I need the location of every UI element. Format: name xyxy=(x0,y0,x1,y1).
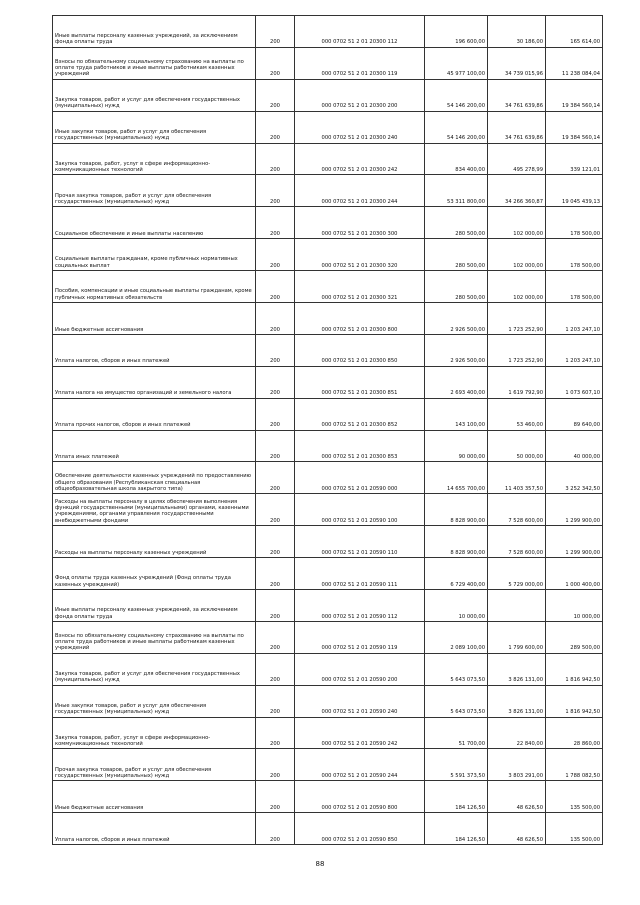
unexecuted-amount-cell: 289 500,00 xyxy=(546,621,603,653)
unexecuted-amount-cell: 1 816 942,50 xyxy=(546,685,603,717)
budget-classification-code-cell: 000 0702 51 2 01 20300 853 xyxy=(295,430,425,462)
executed-amount-cell: 102 000,00 xyxy=(488,239,546,271)
row-name-cell: Фонд оплаты труда казенных учреждений (Фонд оплаты труда казенных учреждений) xyxy=(53,558,256,590)
table-row xyxy=(53,366,603,398)
row-code-cell: 200 xyxy=(256,685,295,717)
budget-classification-code-cell: 000 0702 51 2 01 20300 852 xyxy=(295,398,425,430)
approved-amount-cell: 280 500,00 xyxy=(425,207,488,239)
approved-amount-cell: 10 000,00 xyxy=(425,590,488,622)
approved-amount-cell: 5 643 073,50 xyxy=(425,685,488,717)
row-name-cell: Прочая закупка товаров, работ и услуг для обеспечения государственных (муниципальных) нужд xyxy=(53,175,256,207)
unexecuted-amount-cell: 1 788 082,50 xyxy=(546,749,603,781)
row-name-cell: Пособия, компенсации и иные социальные выплаты гражданам, кроме публичных нормативных обязательств xyxy=(53,271,256,303)
table-row xyxy=(53,781,603,813)
executed-amount-cell: 7 528 600,00 xyxy=(488,526,546,558)
row-code-cell: 200 xyxy=(256,334,295,366)
row-code-cell: 200 xyxy=(256,366,295,398)
approved-amount-cell: 6 729 400,00 xyxy=(425,558,488,590)
executed-amount-cell: 48 626,50 xyxy=(488,781,546,813)
unexecuted-amount-cell: 135 500,00 xyxy=(546,813,603,845)
row-code-cell: 200 xyxy=(256,79,295,111)
approved-amount-cell: 90 000,00 xyxy=(425,430,488,462)
table-row xyxy=(53,111,603,143)
row-code-cell: 200 xyxy=(256,526,295,558)
approved-amount-cell: 54 146 200,00 xyxy=(425,79,488,111)
table-row xyxy=(53,590,603,622)
budget-classification-code-cell: 000 0702 51 2 01 20590 112 xyxy=(295,590,425,622)
row-code-cell: 200 xyxy=(256,16,295,48)
executed-amount-cell: 11 403 357,50 xyxy=(488,462,546,494)
unexecuted-amount-cell: 1 299 900,00 xyxy=(546,526,603,558)
executed-amount-cell xyxy=(488,590,546,622)
executed-amount-cell: 1 619 792,90 xyxy=(488,366,546,398)
unexecuted-amount-cell: 11 238 084,04 xyxy=(546,47,603,79)
row-name-cell: Уплата налога на имущество организаций и земельного налога xyxy=(53,366,256,398)
budget-classification-code-cell: 000 0702 51 2 01 20590 111 xyxy=(295,558,425,590)
approved-amount-cell: 184 126,50 xyxy=(425,813,488,845)
approved-amount-cell: 2 693 400,00 xyxy=(425,366,488,398)
table-row xyxy=(53,653,603,685)
table-row xyxy=(53,239,603,271)
row-name-cell: Закупка товаров, работ и услуг для обеспечения государственных (муниципальных) нужд xyxy=(53,79,256,111)
table-row xyxy=(53,813,603,845)
table-row xyxy=(53,398,603,430)
table-row xyxy=(53,175,603,207)
row-code-cell: 200 xyxy=(256,558,295,590)
executed-amount-cell: 1 723 252,90 xyxy=(488,303,546,335)
table-row xyxy=(53,334,603,366)
budget-classification-code-cell: 000 0702 51 2 01 20300 300 xyxy=(295,207,425,239)
row-code-cell: 200 xyxy=(256,717,295,749)
table-body xyxy=(53,16,603,845)
unexecuted-amount-cell: 1 299 900,00 xyxy=(546,494,603,526)
row-code-cell: 200 xyxy=(256,590,295,622)
executed-amount-cell: 5 729 000,00 xyxy=(488,558,546,590)
unexecuted-amount-cell: 165 614,00 xyxy=(546,16,603,48)
executed-amount-cell: 30 186,00 xyxy=(488,16,546,48)
row-code-cell: 200 xyxy=(256,462,295,494)
unexecuted-amount-cell: 3 252 342,50 xyxy=(546,462,603,494)
approved-amount-cell: 143 100,00 xyxy=(425,398,488,430)
approved-amount-cell: 2 089 100,00 xyxy=(425,621,488,653)
table-row xyxy=(53,494,603,526)
budget-classification-code-cell: 000 0702 51 2 01 20590 242 xyxy=(295,717,425,749)
executed-amount-cell: 34 761 639,86 xyxy=(488,111,546,143)
approved-amount-cell: 5 643 073,50 xyxy=(425,653,488,685)
row-code-cell: 200 xyxy=(256,239,295,271)
row-name-cell: Социальные выплаты гражданам, кроме публичных нормативных социальных выплат xyxy=(53,239,256,271)
budget-classification-code-cell: 000 0702 51 2 01 20300 850 xyxy=(295,334,425,366)
executed-amount-cell: 1 723 252,90 xyxy=(488,334,546,366)
unexecuted-amount-cell: 19 384 560,14 xyxy=(546,79,603,111)
row-name-cell: Закупка товаров, работ, услуг в сфере информационно-коммуникационных технологий xyxy=(53,717,256,749)
table-row xyxy=(53,462,603,494)
unexecuted-amount-cell: 1 000 400,00 xyxy=(546,558,603,590)
approved-amount-cell: 54 146 200,00 xyxy=(425,111,488,143)
row-name-cell: Иные выплаты персоналу казенных учреждений, за исключением фонда оплаты труда xyxy=(53,590,256,622)
executed-amount-cell: 102 000,00 xyxy=(488,207,546,239)
executed-amount-cell: 22 840,00 xyxy=(488,717,546,749)
approved-amount-cell: 834 400,00 xyxy=(425,143,488,175)
approved-amount-cell: 280 500,00 xyxy=(425,239,488,271)
unexecuted-amount-cell: 178 500,00 xyxy=(546,207,603,239)
budget-classification-code-cell: 000 0702 51 2 01 20300 321 xyxy=(295,271,425,303)
unexecuted-amount-cell: 178 500,00 xyxy=(546,271,603,303)
budget-classification-code-cell: 000 0702 51 2 01 20590 200 xyxy=(295,653,425,685)
executed-amount-cell: 48 626,50 xyxy=(488,813,546,845)
row-code-cell: 200 xyxy=(256,207,295,239)
budget-classification-code-cell: 000 0702 51 2 01 20300 800 xyxy=(295,303,425,335)
executed-amount-cell: 34 266 360,87 xyxy=(488,175,546,207)
budget-classification-code-cell: 000 0702 51 2 01 20590 110 xyxy=(295,526,425,558)
unexecuted-amount-cell: 135 500,00 xyxy=(546,781,603,813)
approved-amount-cell: 45 977 100,00 xyxy=(425,47,488,79)
executed-amount-cell: 3 826 131,00 xyxy=(488,685,546,717)
approved-amount-cell: 280 500,00 xyxy=(425,271,488,303)
row-name-cell: Закупка товаров, работ и услуг для обеспечения государственных (муниципальных) нужд xyxy=(53,653,256,685)
unexecuted-amount-cell: 89 640,00 xyxy=(546,398,603,430)
row-code-cell: 200 xyxy=(256,271,295,303)
budget-classification-code-cell: 000 0702 51 2 01 20590 244 xyxy=(295,749,425,781)
budget-classification-code-cell: 000 0702 51 2 01 20300 200 xyxy=(295,79,425,111)
unexecuted-amount-cell: 40 000,00 xyxy=(546,430,603,462)
table-row xyxy=(53,271,603,303)
budget-classification-code-cell: 000 0702 51 2 01 20300 242 xyxy=(295,143,425,175)
budget-classification-code-cell: 000 0702 51 2 01 20300 112 xyxy=(295,16,425,48)
row-code-cell: 200 xyxy=(256,430,295,462)
row-name-cell: Иные бюджетные ассигнования xyxy=(53,303,256,335)
unexecuted-amount-cell: 178 500,00 xyxy=(546,239,603,271)
table-row xyxy=(53,430,603,462)
budget-classification-code-cell: 000 0702 51 2 01 20590 000 xyxy=(295,462,425,494)
approved-amount-cell: 2 926 500,00 xyxy=(425,334,488,366)
executed-amount-cell: 3 803 291,00 xyxy=(488,749,546,781)
approved-amount-cell: 14 655 700,00 xyxy=(425,462,488,494)
approved-amount-cell: 2 926 500,00 xyxy=(425,303,488,335)
unexecuted-amount-cell: 28 860,00 xyxy=(546,717,603,749)
approved-amount-cell: 184 126,50 xyxy=(425,781,488,813)
table-row xyxy=(53,526,603,558)
table-row xyxy=(53,47,603,79)
page-number: 88 xyxy=(315,860,325,868)
row-name-cell: Взносы по обязательному социальному страхованию на выплаты по оплате труда работников и иные выплаты работникам казенных учреждений xyxy=(53,47,256,79)
unexecuted-amount-cell: 1 203 247,10 xyxy=(546,334,603,366)
budget-execution-table xyxy=(52,15,603,845)
unexecuted-amount-cell: 19 045 439,13 xyxy=(546,175,603,207)
approved-amount-cell: 5 591 373,50 xyxy=(425,749,488,781)
budget-classification-code-cell: 000 0702 51 2 01 20300 244 xyxy=(295,175,425,207)
row-name-cell: Уплата налогов, сборов и иных платежей xyxy=(53,334,256,366)
budget-classification-code-cell: 000 0702 51 2 01 20590 240 xyxy=(295,685,425,717)
row-code-cell: 200 xyxy=(256,111,295,143)
row-name-cell: Иные выплаты персоналу казенных учреждений, за исключением фонда оплаты труда xyxy=(53,16,256,48)
row-name-cell: Уплата иных платежей xyxy=(53,430,256,462)
row-name-cell: Обеспечение деятельности казенных учреждений по предоставлению общего образования (Республиканская специальная общеобразовательная школа закрытого типа) xyxy=(53,462,256,494)
row-code-cell: 200 xyxy=(256,303,295,335)
row-code-cell: 200 xyxy=(256,398,295,430)
budget-classification-code-cell: 000 0702 51 2 01 20300 119 xyxy=(295,47,425,79)
budget-classification-code-cell: 000 0702 51 2 01 20300 320 xyxy=(295,239,425,271)
executed-amount-cell: 7 528 600,00 xyxy=(488,494,546,526)
budget-classification-code-cell: 000 0702 51 2 01 20300 851 xyxy=(295,366,425,398)
approved-amount-cell: 196 600,00 xyxy=(425,16,488,48)
table-row xyxy=(53,685,603,717)
approved-amount-cell: 8 828 900,00 xyxy=(425,526,488,558)
row-name-cell: Иные закупки товаров, работ и услуг для обеспечения государственных (муниципальных) нужд xyxy=(53,685,256,717)
row-name-cell: Социальное обеспечение и иные выплаты населению xyxy=(53,207,256,239)
row-code-cell: 200 xyxy=(256,175,295,207)
budget-classification-code-cell: 000 0702 51 2 01 20300 240 xyxy=(295,111,425,143)
table-row xyxy=(53,621,603,653)
unexecuted-amount-cell: 19 384 560,14 xyxy=(546,111,603,143)
table-row xyxy=(53,16,603,48)
row-name-cell: Взносы по обязательному социальному страхованию на выплаты по оплате труда работников и иные выплаты работникам казенных учреждений xyxy=(53,621,256,653)
table-row xyxy=(53,207,603,239)
budget-classification-code-cell: 000 0702 51 2 01 20590 850 xyxy=(295,813,425,845)
row-code-cell: 200 xyxy=(256,494,295,526)
unexecuted-amount-cell: 10 000,00 xyxy=(546,590,603,622)
row-code-cell: 200 xyxy=(256,143,295,175)
unexecuted-amount-cell: 339 121,01 xyxy=(546,143,603,175)
executed-amount-cell: 53 460,00 xyxy=(488,398,546,430)
unexecuted-amount-cell: 1 816 942,50 xyxy=(546,653,603,685)
row-code-cell: 200 xyxy=(256,813,295,845)
row-code-cell: 200 xyxy=(256,47,295,79)
table-row xyxy=(53,303,603,335)
row-code-cell: 200 xyxy=(256,781,295,813)
executed-amount-cell: 495 278,99 xyxy=(488,143,546,175)
row-name-cell: Расходы на выплаты персоналу в целях обеспечения выполнения функций государственными (муниципальными) органами, казенными учреждениями, органами управления государственными внебюджетными фондами xyxy=(53,494,256,526)
executed-amount-cell: 102 000,00 xyxy=(488,271,546,303)
table-row xyxy=(53,79,603,111)
row-name-cell: Закупка товаров, работ, услуг в сфере информационно-коммуникационных технологий xyxy=(53,143,256,175)
table-row xyxy=(53,749,603,781)
approved-amount-cell: 8 828 900,00 xyxy=(425,494,488,526)
table-row xyxy=(53,558,603,590)
budget-classification-code-cell: 000 0702 51 2 01 20590 800 xyxy=(295,781,425,813)
row-name-cell: Прочая закупка товаров, работ и услуг для обеспечения государственных (муниципальных) нужд xyxy=(53,749,256,781)
executed-amount-cell: 3 826 131,00 xyxy=(488,653,546,685)
row-name-cell: Уплата налогов, сборов и иных платежей xyxy=(53,813,256,845)
executed-amount-cell: 1 799 600,00 xyxy=(488,621,546,653)
approved-amount-cell: 53 311 800,00 xyxy=(425,175,488,207)
row-name-cell: Уплата прочих налогов, сборов и иных платежей xyxy=(53,398,256,430)
table-row xyxy=(53,143,603,175)
budget-classification-code-cell: 000 0702 51 2 01 20590 119 xyxy=(295,621,425,653)
unexecuted-amount-cell: 1 203 247,10 xyxy=(546,303,603,335)
approved-amount-cell: 51 700,00 xyxy=(425,717,488,749)
table-row xyxy=(53,717,603,749)
executed-amount-cell: 34 761 639,86 xyxy=(488,79,546,111)
row-name-cell: Иные бюджетные ассигнования xyxy=(53,781,256,813)
executed-amount-cell: 50 000,00 xyxy=(488,430,546,462)
executed-amount-cell: 34 739 015,96 xyxy=(488,47,546,79)
row-name-cell: Расходы на выплаты персоналу казенных учреждений xyxy=(53,526,256,558)
row-code-cell: 200 xyxy=(256,749,295,781)
budget-classification-code-cell: 000 0702 51 2 01 20590 100 xyxy=(295,494,425,526)
row-code-cell: 200 xyxy=(256,621,295,653)
unexecuted-amount-cell: 1 073 607,10 xyxy=(546,366,603,398)
row-name-cell: Иные закупки товаров, работ и услуг для обеспечения государственных (муниципальных) нужд xyxy=(53,111,256,143)
row-code-cell: 200 xyxy=(256,653,295,685)
